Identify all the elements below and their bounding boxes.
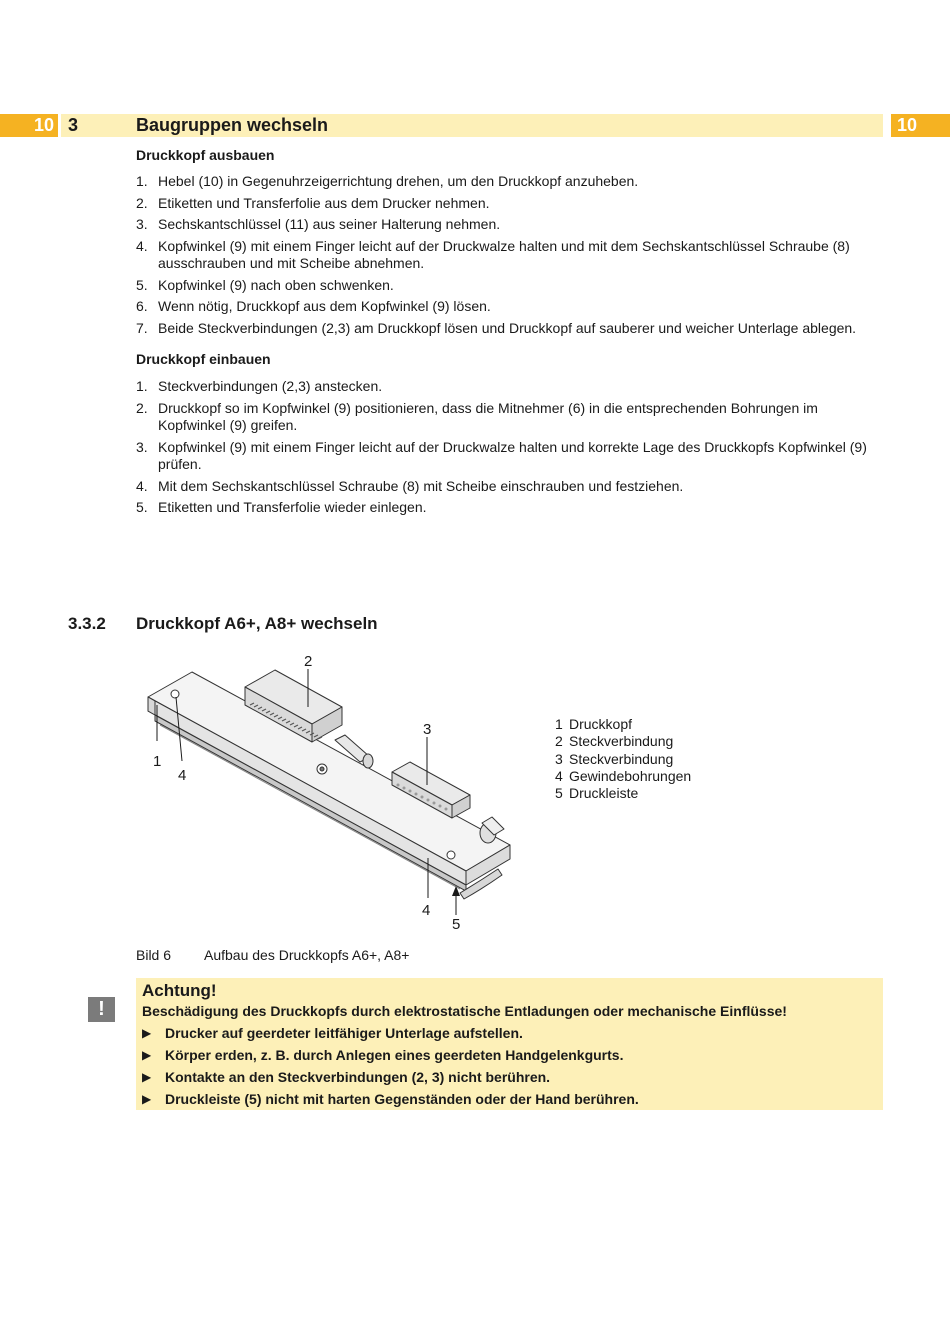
legend-item: 2 Steckverbindung (555, 733, 674, 750)
exclamation-icon: ! (88, 997, 115, 1022)
warning-title: Achtung! (142, 981, 217, 1000)
legend-item: 1 Druckkopf (555, 716, 633, 732)
list-item: 1. Steckverbindungen (2,3) anstecken. (136, 378, 383, 394)
list-item: ▶ Körper erden, z. B. durch Anlegen eines geerdeten Handgelenkgurts. (142, 1047, 624, 1063)
callout-4-left: 4 (178, 767, 187, 784)
section-number: 3.3.2 (68, 614, 106, 633)
remove-steps-list (136, 173, 886, 341)
figure-legend (555, 716, 691, 802)
install-heading: Druckkopf einbauen (136, 351, 271, 367)
list-item: 2. Druckkopf so im Kopfwinkel (9) positionieren, dass die Mitnehmer (6) in die entsprechenden Bohrungen im Kopfwinkel (9) greifen. (136, 399, 818, 433)
section-title: Druckkopf A6+, A8+ wechseln (136, 614, 378, 633)
figure-caption-label: Bild 6 (136, 947, 172, 963)
figure-caption-text: Aufbau des Druckkopfs A6+, A8+ (204, 947, 410, 963)
warning-box (136, 978, 883, 1110)
bullet-arrow-icon: ▶ (142, 1092, 152, 1106)
bullet-arrow-icon: ▶ (142, 1048, 152, 1062)
bullet-arrow-icon: ▶ (142, 1026, 152, 1040)
list-item: 5. Etiketten und Transferfolie wieder einlegen. (136, 499, 427, 515)
callout-3: 3 (423, 721, 432, 738)
legend-item: 3 Steckverbindung (555, 750, 674, 767)
list-item: 3. Kopfwinkel (9) mit einem Finger leicht auf der Druckwalze halten und korrekte Lage des Druckkopfs Kopfwinkel (9) prüfen. (136, 438, 867, 472)
warning-subtitle: Beschädigung des Druckkopfs durch elektrostatische Entladungen oder mechanische Einflüsse! (142, 1003, 787, 1019)
install-steps-list (136, 378, 886, 521)
list-item: 7. Beide Steckverbindungen (2,3) am Druckkopf lösen und Druckkopf auf sauberer und weicher Unterlage ablegen. (136, 319, 857, 336)
list-item: ▶ Kontakte an den Steckverbindungen (2, 3) nicht berühren. (142, 1069, 551, 1085)
warning-list (142, 1025, 639, 1113)
list-item: 6. Wenn nötig, Druckkopf aus dem Kopfwinkel (9) lösen. (136, 298, 491, 314)
chapter-number: 3 (68, 115, 79, 135)
callout-1: 1 (153, 753, 162, 770)
page-number-right: 10 (891, 114, 950, 137)
list-item: 4. Kopfwinkel (9) mit einem Finger leicht auf der Druckwalze halten und mit dem Sechskantschlüssel Schraube (8) ausschrauben und mit Scheibe abnehmen. (136, 237, 850, 271)
list-item: 1. Hebel (10) in Gegenuhrzeigerrichtung drehen, um den Druckkopf anzuheben. (136, 173, 639, 189)
chapter-title: Baugruppen wechseln (136, 115, 329, 135)
list-item: ▶ Druckleiste (5) nicht mit harten Gegenständen oder der Hand berühren. (142, 1091, 639, 1107)
callout-5: 5 (452, 916, 461, 933)
list-item: 3. Sechskantschlüssel (11) aus seiner Halterung nehmen. (136, 216, 501, 232)
callout-2: 2 (304, 653, 313, 670)
legend-item: 5 Druckleiste (555, 785, 639, 802)
printhead-diagram (130, 645, 530, 945)
list-item: 4. Mit dem Sechskantschlüssel Schraube (8) mit Scheibe einschrauben und festziehen. (136, 477, 684, 494)
legend-item: 4 Gewindebohrungen (555, 767, 692, 784)
list-item: 2. Etiketten und Transferfolie aus dem Drucker nehmen. (136, 194, 490, 211)
remove-heading: Druckkopf ausbauen (136, 147, 275, 163)
page-number-left: 10 (0, 114, 58, 137)
chapter-header (61, 114, 883, 137)
callout-4-right: 4 (422, 902, 431, 919)
bullet-arrow-icon: ▶ (142, 1070, 152, 1084)
list-item: 5. Kopfwinkel (9) nach oben schwenken. (136, 276, 394, 293)
list-item: ▶ Drucker auf geerdeter leitfähiger Unterlage aufstellen. (142, 1025, 523, 1041)
